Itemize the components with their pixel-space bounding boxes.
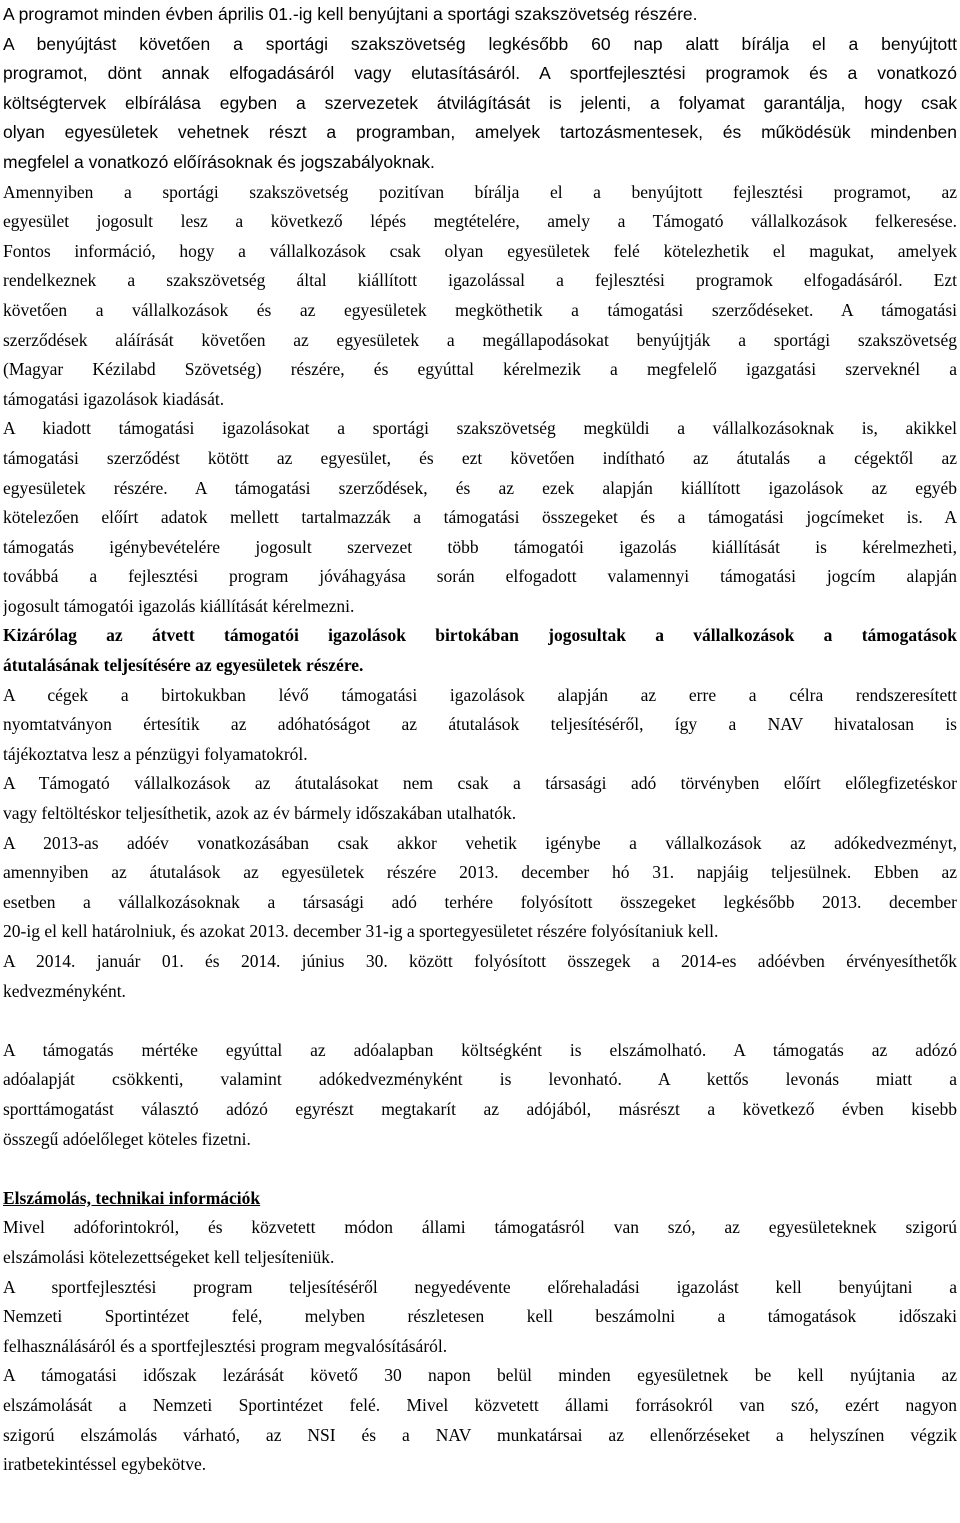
paragraph [3,829,957,1007]
text-line [3,326,957,356]
text-line [3,1065,957,1095]
text-line-content: összegű adóelőleget köteles fizetni. [3,1128,251,1149]
text-line-content: egyesület jogosult lesz a következő lépés megtételére, amely a Támogató vállalkozások felkeresése. [3,211,957,232]
text-line [3,858,957,888]
text-line-content: támogatási igazolások kiadását. [3,388,225,409]
text-line [3,1036,957,1066]
text-line [3,148,957,178]
text-line [3,30,957,60]
text-line-content: kötelezően előírt adatok mellett tartalmazzák a támogatási összegeket és a támogatási jogcímeket is. A [3,507,957,528]
text-line [3,592,957,622]
text-line [3,681,957,711]
paragraph [3,681,957,770]
text-line-content: Mivel adóforintokról, és közvetett módon állami támogatásról van szó, az egyesületeknek szigorú [3,1217,957,1238]
paragraph [3,414,957,621]
text-line [3,1095,957,1125]
text-line-content: 20-ig el kell határolniuk, és azokat 2013. december 31-ig a sportegyesületet részére folyósítaniuk kell. [3,921,719,942]
text-line-content: jogosult támogatói igazolás kiállítását kérelmezni. [3,595,355,616]
text-line-content: A támogatás mértéke egyúttal az adóalapban költségként is elszámolható. A támogatás az adózó [3,1039,957,1060]
text-line-content: szigorú elszámolás várható, az NSI és a NAV munkatársai az ellenőrzéseket a helyszínen végzik [3,1424,957,1445]
text-line [3,710,957,740]
paragraph-spacer [3,1006,957,1036]
paragraph [3,1184,957,1273]
text-line [3,1450,957,1480]
paragraph [3,1273,957,1362]
text-line-content: A programot minden évben április 01.-ig kell benyújtani a sportági szakszövetség részére. [3,4,698,24]
text-line [3,829,957,859]
paragraph-spacer [3,1154,957,1184]
text-line [3,1332,957,1362]
text-line [3,562,957,592]
text-line-content: támogatás igénybevételére jogosult szervezet több támogatói igazolás kiállítását is kérelmezheti, [3,536,957,557]
text-line-content: tájékoztatva lesz a pénzügyi folyamatokról. [3,743,308,764]
text-line-content: megfelel a vonatkozó előírásoknak és jogszabályoknak. [3,151,435,172]
bold-text-line [3,621,957,651]
text-line [3,503,957,533]
text-line [3,266,957,296]
text-line [3,1302,957,1332]
text-line-content: követően a vállalkozások és az egyesületek megköthetik a támogatási szerződéseket. A támogatási [3,299,957,320]
text-line-content: Elszámolás, technikai információk [3,1187,261,1208]
text-line-content: A benyújtást követően a sportági szakszövetség legkésőbb 60 nap alatt bírálja el a benyújtott [3,33,957,54]
text-line [3,799,957,829]
paragraph [3,769,957,828]
text-line [3,1213,957,1243]
text-line [3,178,957,208]
text-line-content: elszámolási kötelezettségeket kell teljesíteniük. [3,1246,335,1267]
text-line-content: szerződések aláírását követően az egyesületek a megállapodásokat benyújtják a sportági szakszövetség [3,329,957,350]
text-line [3,1125,957,1155]
text-line [3,0,957,30]
text-line-content: vagy feltöltéskor teljesíthetik, azok az év bármely időszakában utalhatók. [3,803,517,824]
text-line [3,1421,957,1451]
text-line-content: továbbá a fejlesztési program jóváhagyása során elfogadott valamennyi támogatási jogcím alapján [3,566,957,587]
text-line-content: Nemzeti Sportintézet felé, melyben részletesen kell beszámolni a támogatások időszaki [3,1306,957,1327]
text-line-content: sporttámogatást választó adózó egyrészt megtakarít az adójából, másrészt a következő évben kisebb [3,1098,957,1119]
text-line [3,355,957,385]
paragraph [3,1036,957,1154]
text-line-content: támogatási szerződést kötött az egyesület, és ezt követően indítható az átutalás a cégektől az [3,447,957,468]
text-line-content: felhasználásáról és a sportfejlesztési program megvalósításáról. [3,1335,448,1356]
text-line-content: A 2013-as adóév vonatkozásában csak akkor vehetik igénybe a vállalkozások az adókedvezményt, [3,832,957,853]
text-line [3,385,957,415]
text-line-content: olyan egyesületek vehetnek részt a programban, amelyek tartozásmentesek, és működésük mindenben [3,122,957,143]
text-line [3,444,957,474]
text-line-content: egyesületek részére. A támogatási szerződések, és az ezek alapján kiállított igazolások az egyéb [3,477,957,498]
text-line [3,888,957,918]
text-line-content: esetben a vállalkozásoknak a társasági adó terhére folyósított összegeket legkésőbb 2013. december [3,891,957,912]
section-heading [3,1184,957,1214]
text-line [3,414,957,444]
text-line [3,118,957,148]
text-line-content: A kiadott támogatási igazolásokat a sportági szakszövetség megküldi a vállalkozásoknak is, akikkel [3,418,957,439]
text-line-content: nyomtatványon értesítik az adóhatóságot az átutalások teljesítéséről, így a NAV hivatalosan is [3,714,957,735]
text-line-content: iratbetekintéssel egybekötve. [3,1454,207,1475]
text-line-content: költségtervek elbírálása egyben a szervezetek átvilágítását is jelenti, a folyamat garantálja, hogy csak [3,92,957,113]
text-line [3,1273,957,1303]
text-line-content: A 2014. január 01. és 2014. június 30. között folyósított összegek a 2014-es adóévben érvényesíthetők [3,951,957,971]
text-line-content: A Támogató vállalkozások az átutalásokat nem csak a társasági adó törvényben előírt előlegfizetéskor [3,773,957,794]
paragraph [3,621,957,680]
text-line [3,89,957,119]
text-line [3,296,957,326]
paragraph [3,178,957,415]
text-line-content: A támogatási időszak lezárását követő 30 napon belül minden egyesületnek be kell nyújtania az [3,1365,957,1386]
text-line-content: átutalásának teljesítésére az egyesületek részére. [3,655,364,676]
text-line-content: Fontos információ, hogy a vállalkozások csak olyan egyesületek felé kötelezhetik el magukat, amelyek [3,240,957,261]
text-line [3,474,957,504]
text-line [3,533,957,563]
text-line-content: elszámolását a Nemzeti Sportintézet felé. Mivel közvetett állami forrásokról van szó, ezért nagyon [3,1394,957,1415]
text-line [3,917,957,947]
text-line [3,237,957,267]
text-line [3,977,957,1007]
text-line-content: rendelkeznek a szakszövetség által kiállított igazolással a fejlesztési programok elfogadásáról. Ezt [3,270,957,291]
text-line-content: Amennyiben a sportági szakszövetség pozitívan bírálja el a benyújtott fejlesztési programot, az [3,181,957,202]
text-line-content: programot, dönt annak elfogadásáról vagy elutasításáról. A sportfejlesztési programok és a vonatkozó [3,63,957,84]
paragraph [3,0,957,178]
text-line-content: Kizárólag az átvett támogatói igazolások birtokában jogosultak a vállalkozások a támogatások [3,625,957,646]
text-line [3,207,957,237]
text-line [3,1243,957,1273]
text-line [3,1391,957,1421]
text-line-content: adóalapját csökkenti, valamint adókedvezményként is levonható. A kettős levonás miatt a [3,1069,957,1090]
bold-text-line [3,651,957,681]
text-line [3,59,957,89]
text-line [3,769,957,799]
text-line-content: (Magyar Kézilabd Szövetség) részére, és egyúttal kérelmezik a megfelelő igazgatási szerveknél a [3,359,957,380]
paragraph [3,1361,957,1479]
text-line-content: amennyiben az átutalások az egyesületek részére 2013. december hó 31. napjáig teljesülnek. Ebben az [3,862,957,883]
text-line [3,740,957,770]
text-line-content: kedvezményként. [3,980,126,1001]
text-line-content: A cégek a birtokukban lévő támogatási igazolások alapján az erre a célra rendszeresített [3,684,957,705]
text-line [3,947,957,977]
text-line [3,1361,957,1391]
text-line-content: A sportfejlesztési program teljesítéséről negyedévente előrehaladási igazolást kell benyújtani a [3,1276,957,1297]
